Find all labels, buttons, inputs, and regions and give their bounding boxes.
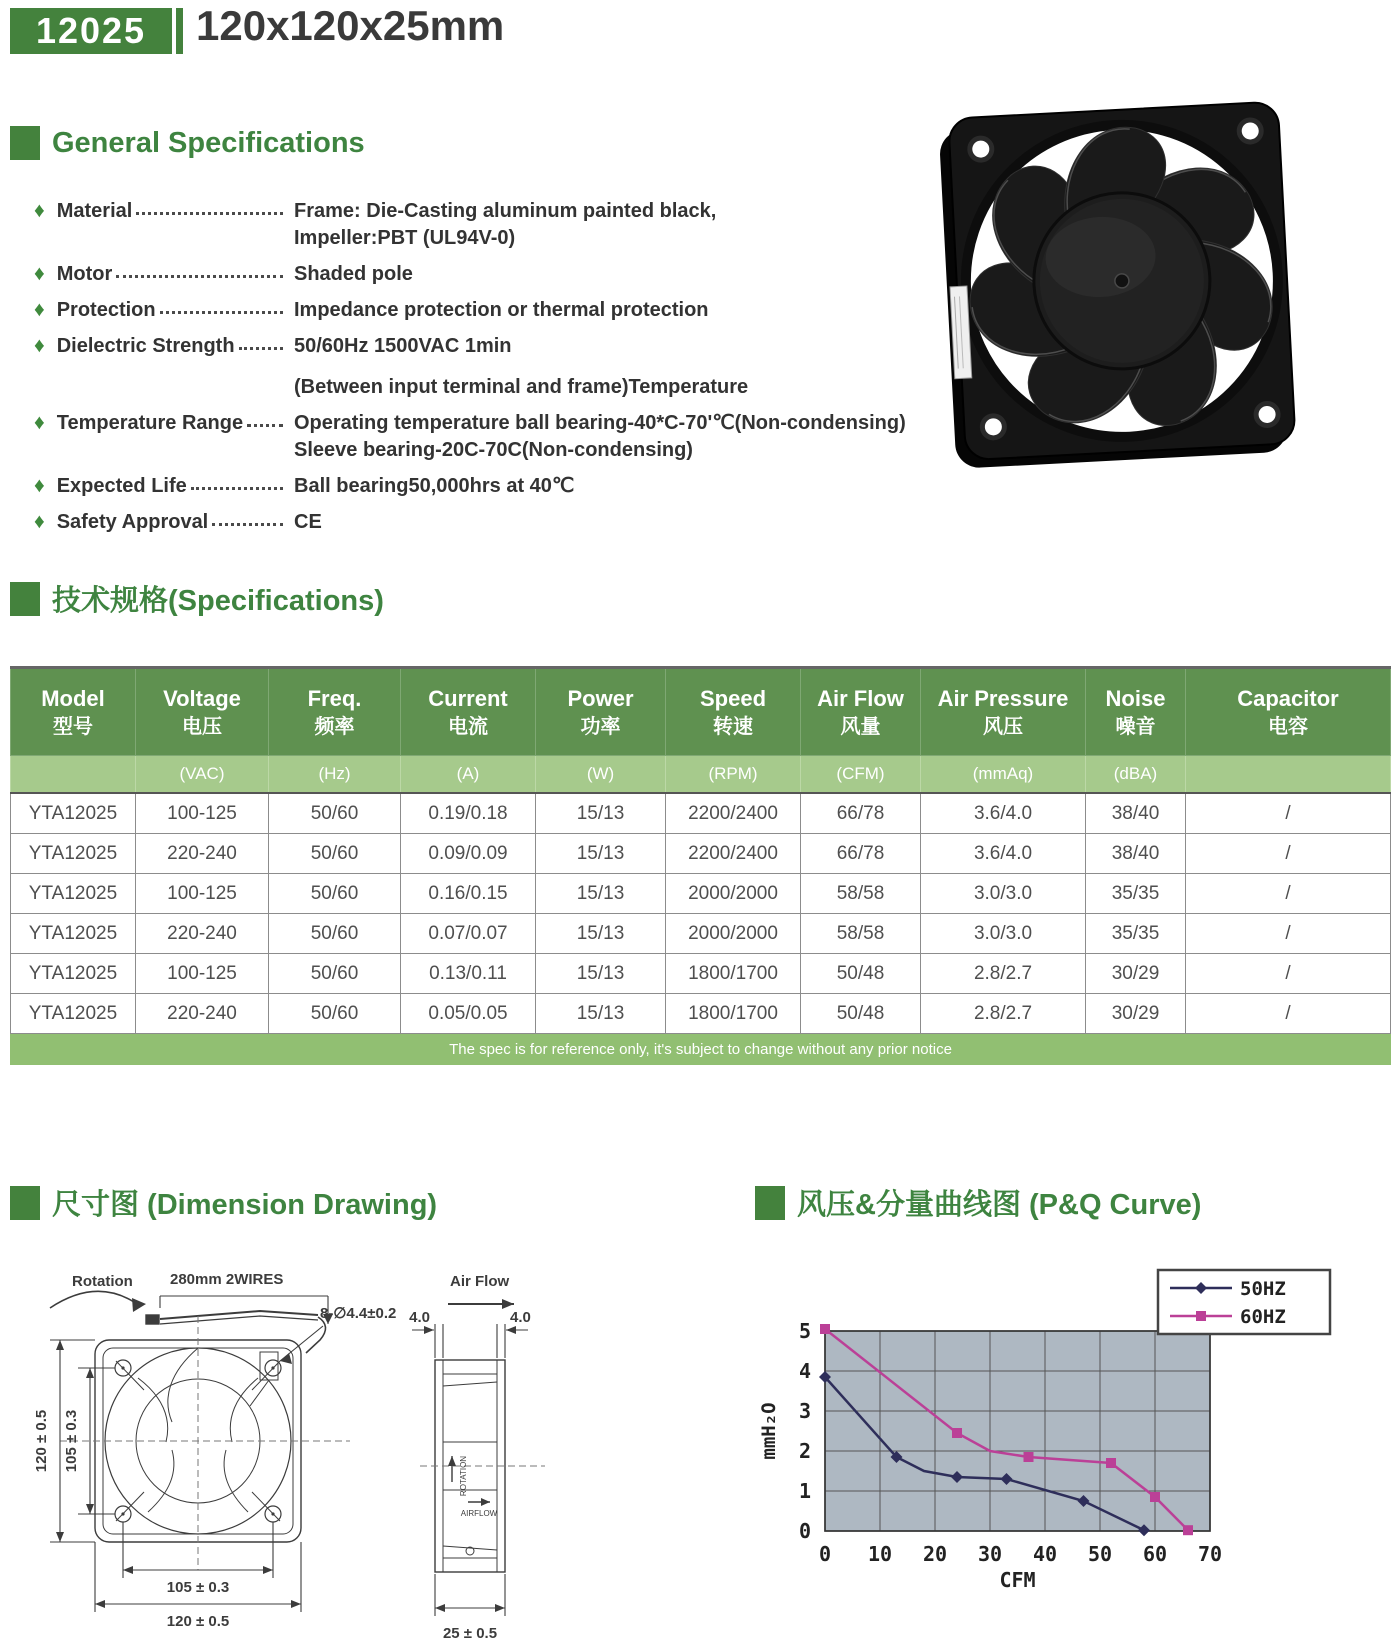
table-cell: 50/60 bbox=[269, 834, 401, 874]
x-tick-label: 50 bbox=[1087, 1542, 1113, 1566]
table-header-row bbox=[11, 668, 1391, 756]
table-cell: 100-125 bbox=[136, 954, 269, 994]
unit-cell: (RPM) bbox=[666, 756, 801, 794]
table-row bbox=[11, 834, 1391, 874]
dotted-leader bbox=[136, 198, 283, 215]
inner-width-label: 105 ± 0.3 bbox=[166, 1579, 230, 1596]
unit-cell: (dBA) bbox=[1086, 756, 1186, 794]
column-header: Power 功率 bbox=[536, 668, 666, 756]
diamond-bullet-icon: ♦ bbox=[34, 474, 45, 497]
table-cell: 30/29 bbox=[1086, 994, 1186, 1034]
column-header: Air Flow 风量 bbox=[801, 668, 921, 756]
general-specs-list bbox=[34, 198, 944, 545]
dotted-leader bbox=[212, 509, 283, 526]
spec-table bbox=[10, 666, 1391, 1065]
spec-item-value: Impedance protection or thermal protection bbox=[294, 299, 709, 321]
model-code-badge: 12025 bbox=[10, 8, 172, 54]
spec-item-value: 50/60Hz 1500VAC 1min (Between input terminal and frame)Temperature bbox=[294, 335, 749, 398]
legend-label: 50HZ bbox=[1240, 1278, 1286, 1300]
unit-cell bbox=[11, 756, 136, 794]
unit-cell bbox=[1186, 756, 1391, 794]
section-marker bbox=[755, 1186, 785, 1220]
x-tick-label: 40 bbox=[1032, 1542, 1058, 1566]
x-tick-label: 70 bbox=[1197, 1542, 1223, 1566]
table-cell: 220-240 bbox=[136, 834, 269, 874]
section-marker bbox=[10, 126, 40, 160]
diamond-bullet-icon: ♦ bbox=[34, 411, 45, 434]
table-cell: 15/13 bbox=[536, 793, 666, 834]
table-cell: 2200/2400 bbox=[666, 793, 801, 834]
section-title: 尺寸图 (Dimension Drawing) bbox=[52, 1189, 438, 1221]
y-tick-label: 3 bbox=[798, 1399, 811, 1423]
spec-table-header bbox=[10, 578, 384, 619]
y-axis-label: mmH₂O bbox=[758, 1402, 780, 1460]
table-cell: 2000/2000 bbox=[666, 874, 801, 914]
table-cell: 58/58 bbox=[801, 874, 921, 914]
pq-chart bbox=[740, 1236, 1400, 1646]
pq-section-header bbox=[755, 1182, 1201, 1223]
table-cell: 35/35 bbox=[1086, 874, 1186, 914]
table-cell: 0.05/0.05 bbox=[401, 994, 536, 1034]
outer-height-label: 120 ± 0.5 bbox=[33, 1409, 50, 1473]
table-note: The spec is for reference only, it's subject to change without any prior notice bbox=[11, 1034, 1391, 1065]
table-cell: 0.07/0.07 bbox=[401, 914, 536, 954]
table-cell: YTA12025 bbox=[11, 954, 136, 994]
table-cell: YTA12025 bbox=[11, 834, 136, 874]
table-cell: / bbox=[1186, 914, 1391, 954]
airflow-label: Air Flow bbox=[450, 1273, 510, 1290]
dotted-leader bbox=[239, 333, 283, 350]
side-rotation-label: ROTATION bbox=[459, 1455, 468, 1497]
spec-item-label: Motor bbox=[56, 263, 113, 285]
table-cell: 220-240 bbox=[136, 914, 269, 954]
table-row bbox=[11, 874, 1391, 914]
y-tick-label: 1 bbox=[798, 1479, 811, 1503]
dotted-leader bbox=[247, 410, 283, 427]
table-cell: 38/40 bbox=[1086, 834, 1186, 874]
table-cell: 1800/1700 bbox=[666, 994, 801, 1034]
rotation-label: Rotation bbox=[72, 1273, 133, 1290]
y-tick-label: 2 bbox=[798, 1439, 811, 1463]
spec-item bbox=[34, 333, 944, 401]
table-cell: 50/48 bbox=[801, 954, 921, 994]
table-cell: 15/13 bbox=[536, 834, 666, 874]
spec-item-label: Dielectric Strength bbox=[56, 335, 235, 357]
flange-right-label: 4.0 bbox=[510, 1309, 531, 1326]
table-row bbox=[11, 954, 1391, 994]
inner-height-label: 105 ± 0.3 bbox=[63, 1409, 80, 1473]
column-header: Air Pressure 风压 bbox=[921, 668, 1086, 756]
unit-cell: (W) bbox=[536, 756, 666, 794]
table-cell: 0.19/0.18 bbox=[401, 793, 536, 834]
dimension-section-header bbox=[10, 1182, 437, 1223]
table-row bbox=[11, 994, 1391, 1034]
table-cell: / bbox=[1186, 834, 1391, 874]
x-tick-label: 60 bbox=[1142, 1542, 1168, 1566]
x-axis-label: CFM bbox=[999, 1568, 1036, 1592]
units-row bbox=[11, 756, 1391, 794]
table-cell: 3.6/4.0 bbox=[921, 834, 1086, 874]
table-cell: 15/13 bbox=[536, 954, 666, 994]
spec-item bbox=[34, 509, 944, 536]
x-tick-label: 20 bbox=[922, 1542, 948, 1566]
unit-cell: (VAC) bbox=[136, 756, 269, 794]
dimension-drawing bbox=[20, 1220, 730, 1646]
page-title: 120x120x25mm bbox=[196, 2, 505, 49]
table-cell: 3.0/3.0 bbox=[921, 874, 1086, 914]
column-header: Freq. 频率 bbox=[269, 668, 401, 756]
section-marker bbox=[10, 1186, 40, 1220]
table-row bbox=[11, 914, 1391, 954]
table-cell: 15/13 bbox=[536, 914, 666, 954]
y-tick-label: 0 bbox=[798, 1519, 811, 1543]
table-cell: 50/48 bbox=[801, 994, 921, 1034]
dotted-leader bbox=[116, 261, 283, 278]
spec-item bbox=[34, 473, 944, 500]
section-title: 技术规格(Specifications) bbox=[52, 585, 384, 617]
spec-item-label: Material bbox=[56, 200, 133, 222]
table-cell: 30/29 bbox=[1086, 954, 1186, 994]
outer-width-label: 120 ± 0.5 bbox=[166, 1613, 230, 1630]
wires-label: 280mm 2WIRES bbox=[170, 1271, 284, 1288]
spec-item-label: Safety Approval bbox=[56, 511, 209, 533]
unit-cell: (Hz) bbox=[269, 756, 401, 794]
column-header: Capacitor 电容 bbox=[1186, 668, 1391, 756]
table-cell: 1800/1700 bbox=[666, 954, 801, 994]
column-header: Voltage 电压 bbox=[136, 668, 269, 756]
dotted-leader bbox=[191, 473, 283, 490]
table-cell: 66/78 bbox=[801, 834, 921, 874]
table-cell: 100-125 bbox=[136, 874, 269, 914]
x-tick-label: 10 bbox=[867, 1542, 893, 1566]
table-cell: 66/78 bbox=[801, 793, 921, 834]
table-cell: 50/60 bbox=[269, 793, 401, 834]
diamond-bullet-icon: ♦ bbox=[34, 510, 45, 533]
section-marker bbox=[10, 582, 40, 616]
table-cell: 3.6/4.0 bbox=[921, 793, 1086, 834]
depth-label: 25 ± 0.5 bbox=[442, 1625, 498, 1642]
y-tick-label: 4 bbox=[798, 1359, 811, 1383]
table-cell: 50/60 bbox=[269, 914, 401, 954]
column-header: Noise 噪音 bbox=[1086, 668, 1186, 756]
spec-item bbox=[34, 297, 944, 324]
table-cell: YTA12025 bbox=[11, 994, 136, 1034]
table-cell: 220-240 bbox=[136, 994, 269, 1034]
spec-item bbox=[34, 261, 944, 288]
column-header: Speed 转速 bbox=[666, 668, 801, 756]
table-cell: 50/60 bbox=[269, 874, 401, 914]
x-tick-label: 0 bbox=[818, 1542, 832, 1566]
table-cell: YTA12025 bbox=[11, 914, 136, 954]
dotted-leader bbox=[160, 297, 283, 314]
x-tick-label: 30 bbox=[977, 1542, 1003, 1566]
column-header: Current 电流 bbox=[401, 668, 536, 756]
table-cell: 38/40 bbox=[1086, 793, 1186, 834]
spec-item-value: CE bbox=[294, 511, 322, 533]
section-title: 风压&分量曲线图 (P&Q Curve) bbox=[797, 1189, 1202, 1221]
unit-cell: (CFM) bbox=[801, 756, 921, 794]
spec-item-value: Operating temperature ball bearing-40*C-70'℃(Non-condensing) Sleeve bearing-20C-70C(Non-condensing) bbox=[294, 412, 906, 461]
table-cell: 2.8/2.7 bbox=[921, 954, 1086, 994]
unit-cell: (A) bbox=[401, 756, 536, 794]
chart-legend bbox=[1158, 1270, 1330, 1334]
side-airflow-label: AIRFLOW bbox=[460, 1509, 498, 1518]
y-tick-label: 5 bbox=[798, 1319, 811, 1343]
spec-item-label: Protection bbox=[56, 299, 156, 321]
table-cell: 58/58 bbox=[801, 914, 921, 954]
fan-product-photo bbox=[930, 78, 1320, 498]
table-cell: 0.09/0.09 bbox=[401, 834, 536, 874]
table-cell: / bbox=[1186, 793, 1391, 834]
section-title: General Specifications bbox=[52, 126, 365, 159]
holes-label: 8-∅4.4±0.2 bbox=[320, 1305, 397, 1322]
spec-item-value: Ball bearing50,000hrs at 40℃ bbox=[294, 475, 575, 497]
table-cell: 0.13/0.11 bbox=[401, 954, 536, 994]
table-cell: 0.16/0.15 bbox=[401, 874, 536, 914]
diamond-bullet-icon: ♦ bbox=[34, 262, 45, 285]
table-cell: 2200/2400 bbox=[666, 834, 801, 874]
table-cell: / bbox=[1186, 954, 1391, 994]
table-cell: YTA12025 bbox=[11, 874, 136, 914]
general-specs-header bbox=[10, 126, 365, 160]
spec-item-label: Expected Life bbox=[56, 475, 187, 497]
unit-cell: (mmAq) bbox=[921, 756, 1086, 794]
diamond-bullet-icon: ♦ bbox=[34, 298, 45, 321]
badge-accent-bar bbox=[176, 8, 183, 54]
table-cell: 15/13 bbox=[536, 994, 666, 1034]
table-cell: 3.0/3.0 bbox=[921, 914, 1086, 954]
flange-left-label: 4.0 bbox=[409, 1309, 430, 1326]
spec-item bbox=[34, 198, 944, 252]
table-cell: 100-125 bbox=[136, 793, 269, 834]
table-cell: 2000/2000 bbox=[666, 914, 801, 954]
legend-label: 60HZ bbox=[1240, 1306, 1286, 1328]
diamond-bullet-icon: ♦ bbox=[34, 199, 45, 222]
column-header: Model 型号 bbox=[11, 668, 136, 756]
diamond-bullet-icon: ♦ bbox=[34, 334, 45, 357]
table-cell: 15/13 bbox=[536, 874, 666, 914]
table-cell: 2.8/2.7 bbox=[921, 994, 1086, 1034]
spec-item-label: Temperature Range bbox=[56, 412, 244, 434]
table-row bbox=[11, 793, 1391, 834]
table-cell: / bbox=[1186, 994, 1391, 1034]
table-cell: 50/60 bbox=[269, 954, 401, 994]
table-cell: 50/60 bbox=[269, 994, 401, 1034]
table-cell: YTA12025 bbox=[11, 793, 136, 834]
spec-item bbox=[34, 410, 944, 464]
table-cell: / bbox=[1186, 874, 1391, 914]
table-cell: 35/35 bbox=[1086, 914, 1186, 954]
spec-item-value: Shaded pole bbox=[294, 263, 413, 285]
spec-item-value: Frame: Die-Casting aluminum painted black, Impeller:PBT (UL94V-0) bbox=[294, 200, 717, 249]
